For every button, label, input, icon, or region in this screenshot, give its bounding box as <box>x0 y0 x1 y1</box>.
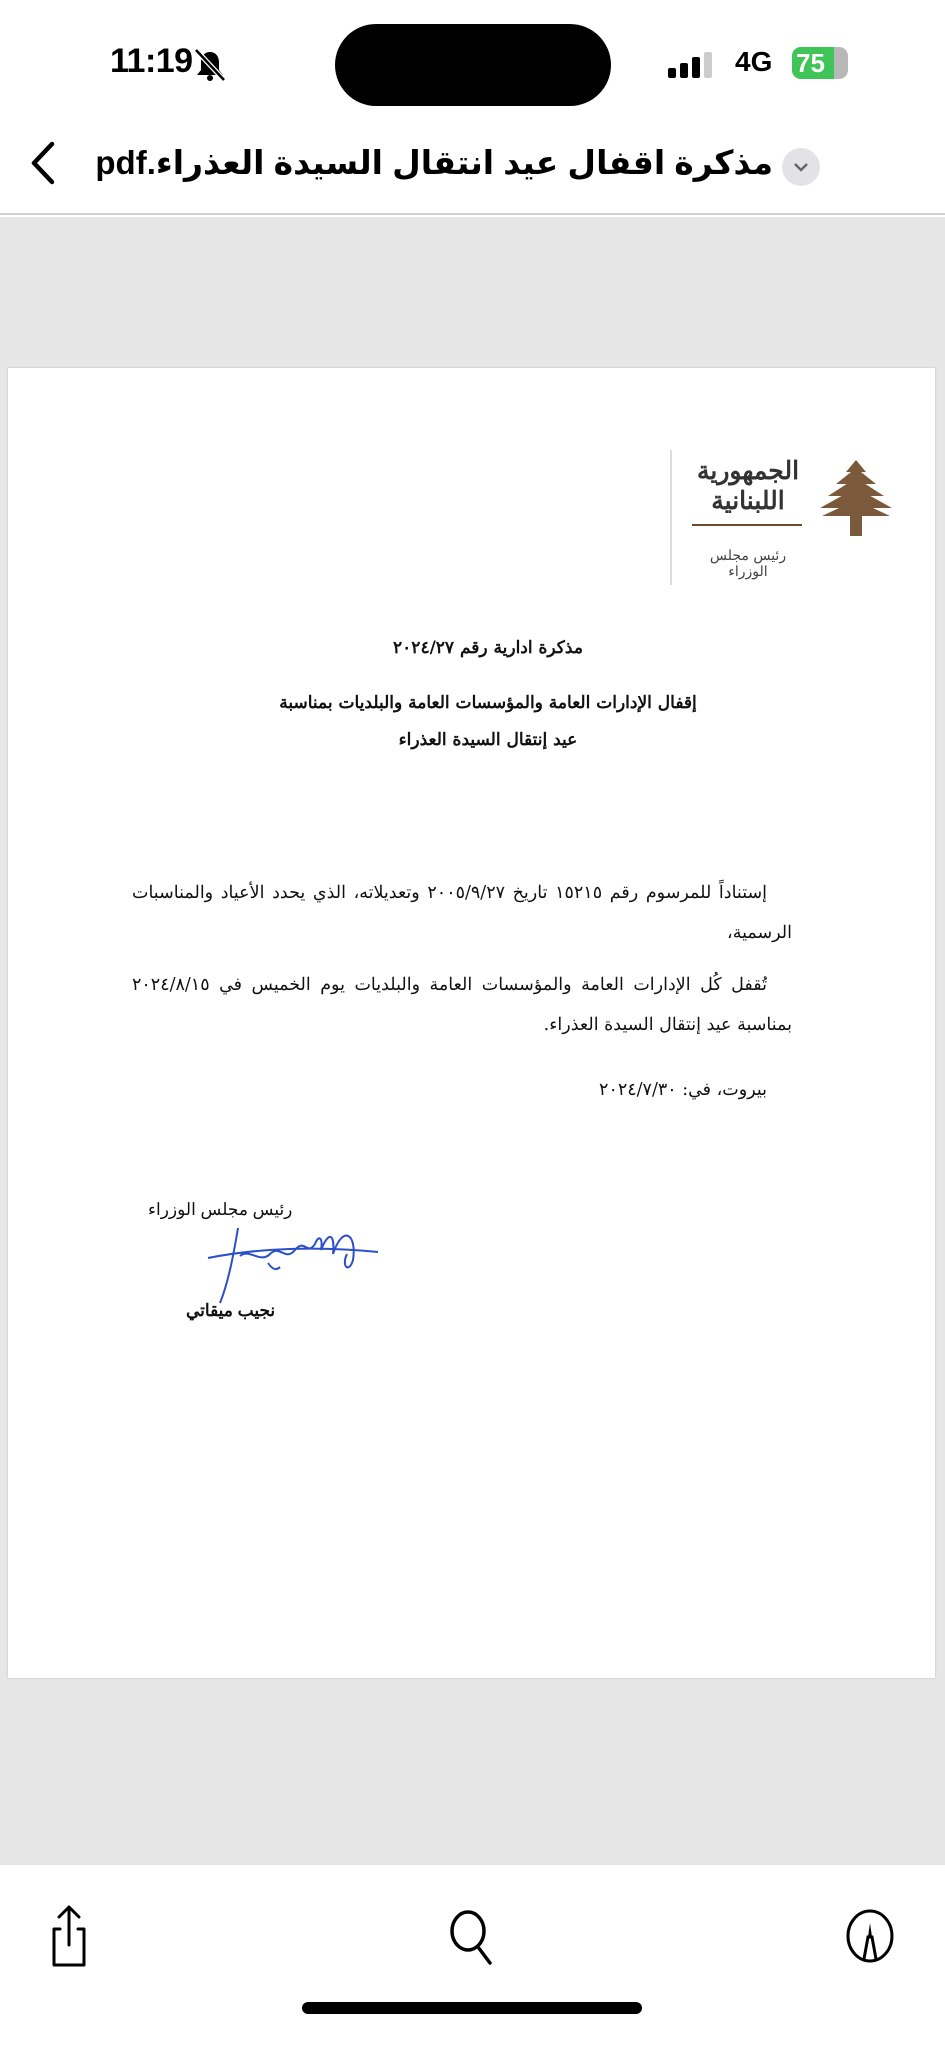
network-type: 4G <box>735 46 773 77</box>
letterhead-divider <box>670 450 672 585</box>
letterhead-rule <box>692 524 802 526</box>
battery-indicator <box>792 47 848 79</box>
letterhead-office: رئيس مجلس الوزراء <box>709 548 787 580</box>
subject-line-1: إقفال الإدارات العامة والمؤسسات العامة والبلديات بمناسبة <box>279 693 697 713</box>
signatory-title: رئيس مجلس الوزراء <box>148 1200 293 1219</box>
bottom-toolbar <box>0 1865 945 2048</box>
status-time: 11:19 <box>110 42 193 80</box>
battery-level: 75 <box>796 48 825 78</box>
status-bar <box>0 0 945 110</box>
letterhead-logo-text: الجمهورية اللبنانية <box>696 456 800 515</box>
cedar-logo-icon <box>816 458 896 538</box>
signal-icon <box>668 52 718 78</box>
date-line: بيروت، في: ٢٠٢٤/٧/٣٠ <box>599 1080 767 1100</box>
markup-icon[interactable] <box>842 1907 898 1965</box>
back-chevron-icon[interactable] <box>24 140 64 186</box>
signatory-name: نجيب ميقاتي <box>186 1301 276 1320</box>
chevron-down-icon <box>782 148 820 186</box>
share-icon[interactable] <box>44 1901 94 1971</box>
memo-number: مذكرة ادارية رقم ٢٠٢٤/٢٧ <box>393 638 583 658</box>
dynamic-island <box>335 24 611 106</box>
signature-image <box>198 1208 398 1308</box>
paragraph-2: تُقفل كُل الإدارات العامة والمؤسسات العامة والبلديات يوم الخميس في ٢٠٢٤/٨/١٥ بمناسبة عيد إنتقال السيدة العذراء. <box>132 975 792 1035</box>
document-title[interactable]: مذكرة اقفال عيد انتقال السيدة العذراء.pdf <box>95 144 773 181</box>
title-menu-button[interactable] <box>782 148 820 186</box>
paragraph-1: إستناداً للمرسوم رقم ١٥٢١٥ تاريخ ٢٠٠٥/٩/٢٧ وتعديلاته، الذي يحدد الأعياد والمناسبات الرسمية، <box>132 883 792 943</box>
subject-line-2: عيد إنتقال السيدة العذراء <box>398 730 578 750</box>
pdf-page <box>8 368 935 1678</box>
nav-bar <box>0 110 945 215</box>
search-icon[interactable] <box>445 1907 501 1967</box>
home-indicator[interactable] <box>302 2002 642 2014</box>
bell-slash-icon <box>192 48 228 82</box>
